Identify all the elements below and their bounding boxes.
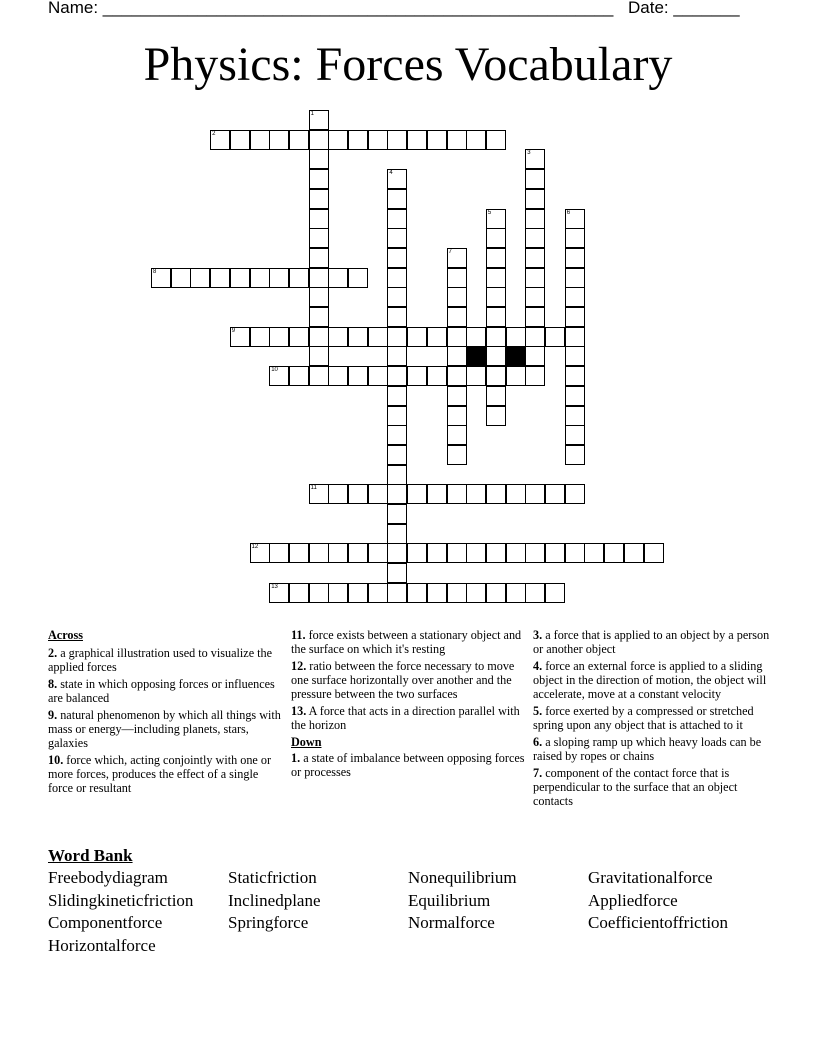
grid-cell-number: 3 <box>527 150 531 157</box>
grid-cell[interactable] <box>525 484 545 504</box>
grid-cell[interactable] <box>407 327 427 347</box>
grid-cell[interactable] <box>466 327 486 347</box>
grid-cell[interactable] <box>486 327 506 347</box>
grid-cell[interactable] <box>289 366 309 386</box>
grid-cell[interactable] <box>486 228 506 248</box>
word-bank-title: Word Bank <box>48 846 133 865</box>
grid-cell[interactable] <box>348 327 368 347</box>
grid-cell[interactable] <box>269 327 289 347</box>
grid-cell[interactable] <box>387 583 407 603</box>
grid-cell[interactable] <box>387 268 407 288</box>
grid-cell[interactable] <box>486 366 506 386</box>
grid-block <box>506 346 526 366</box>
grid-cell[interactable] <box>387 209 407 229</box>
grid-cell[interactable] <box>190 268 210 288</box>
word-bank-item: Componentforce <box>48 913 163 932</box>
clue-down-3: 3. a force that is applied to an object by a person or another object <box>533 628 770 656</box>
grid-cell[interactable] <box>447 268 467 288</box>
grid-cell[interactable] <box>447 445 467 465</box>
clue-across-12: 12. ratio between the force necessary to move one surface horizontally over another and the pressure between the two surfaces <box>291 659 515 701</box>
grid-cell[interactable] <box>427 583 447 603</box>
grid-cell[interactable] <box>565 248 585 268</box>
grid-cell[interactable] <box>427 130 447 150</box>
grid-cell[interactable] <box>309 484 329 504</box>
grid-cell[interactable] <box>447 406 467 426</box>
word-bank-item: Gravitationalforce <box>588 868 713 887</box>
grid-cell[interactable] <box>506 484 526 504</box>
grid-cell[interactable] <box>525 209 545 229</box>
grid-cell[interactable] <box>328 130 348 150</box>
grid-cell[interactable] <box>328 268 348 288</box>
grid-cell[interactable] <box>447 366 467 386</box>
grid-cell[interactable] <box>230 130 250 150</box>
grid-cell[interactable] <box>387 524 407 544</box>
grid-cell[interactable] <box>309 583 329 603</box>
grid-cell[interactable] <box>309 543 329 563</box>
grid-cell[interactable] <box>348 583 368 603</box>
grid-cell[interactable] <box>348 366 368 386</box>
grid-cell[interactable] <box>486 386 506 406</box>
grid-cell[interactable] <box>230 327 250 347</box>
grid-cell[interactable] <box>309 228 329 248</box>
grid-cell[interactable] <box>525 543 545 563</box>
grid-cell[interactable] <box>387 287 407 307</box>
clue-across-2: 2. a graphical illustration used to visualize the applied forces <box>48 646 273 674</box>
grid-cell[interactable] <box>348 484 368 504</box>
grid-cell[interactable] <box>368 130 388 150</box>
grid-cell[interactable] <box>368 366 388 386</box>
clue-down-7: 7. component of the contact force that is perpendicular to the surface that an object contacts <box>533 766 738 808</box>
clue-across-8: 8. state in which opposing forces or influences are balanced <box>48 677 275 705</box>
grid-cell[interactable] <box>387 465 407 485</box>
grid-cell-number: 13 <box>271 583 278 590</box>
grid-cell[interactable] <box>387 445 407 465</box>
grid-cell[interactable] <box>427 484 447 504</box>
grid-cell[interactable] <box>171 268 191 288</box>
grid-cell[interactable] <box>447 425 467 445</box>
grid-cell[interactable] <box>565 425 585 445</box>
grid-cell[interactable] <box>525 248 545 268</box>
grid-cell[interactable] <box>644 543 664 563</box>
grid-cell-number: 9 <box>231 327 236 334</box>
grid-cell[interactable] <box>387 484 407 504</box>
grid-cell[interactable] <box>447 583 467 603</box>
grid-cell[interactable] <box>525 366 545 386</box>
grid-cell[interactable] <box>309 307 329 327</box>
grid-cell[interactable] <box>466 484 486 504</box>
grid-cell[interactable] <box>506 583 526 603</box>
clue-down-6: 6. a sloping ramp up which heavy loads can be raised by ropes or chains <box>533 735 762 763</box>
grid-cell[interactable] <box>506 543 526 563</box>
clues-column-3 <box>533 628 773 811</box>
grid-cell[interactable] <box>486 543 506 563</box>
grid-cell[interactable] <box>565 268 585 288</box>
grid-cell[interactable] <box>348 130 368 150</box>
grid-cell[interactable] <box>525 169 545 189</box>
grid-cell[interactable] <box>151 268 171 288</box>
grid-cell[interactable] <box>407 366 427 386</box>
grid-cell[interactable] <box>466 583 486 603</box>
word-bank-item: Coefficientoffriction <box>588 913 729 932</box>
grid-cell[interactable] <box>624 543 644 563</box>
word-bank-item: Equilibrium <box>408 890 491 910</box>
grid-cell[interactable] <box>525 189 545 209</box>
clues-column-1 <box>48 628 283 798</box>
grid-cell[interactable] <box>309 149 329 169</box>
grid-cell[interactable] <box>447 484 467 504</box>
grid-cell[interactable] <box>604 543 624 563</box>
grid-cell[interactable] <box>210 130 230 150</box>
grid-cell[interactable] <box>368 327 388 347</box>
grid-cell[interactable] <box>466 366 486 386</box>
grid-cell[interactable] <box>584 543 604 563</box>
grid-cell-number: 4 <box>389 170 393 177</box>
grid-cell[interactable] <box>565 543 585 563</box>
grid-cell[interactable] <box>525 327 545 347</box>
grid-cell[interactable] <box>210 268 230 288</box>
grid-cell[interactable] <box>525 149 545 169</box>
grid-cell[interactable] <box>565 228 585 248</box>
across-heading: Across <box>48 628 83 642</box>
grid-cell[interactable] <box>427 366 447 386</box>
grid-cell[interactable] <box>486 484 506 504</box>
grid-cell[interactable] <box>565 327 585 347</box>
clues-column-2 <box>291 628 526 782</box>
grid-cell[interactable] <box>486 307 506 327</box>
grid-cell[interactable] <box>387 406 407 426</box>
grid-cell[interactable] <box>387 169 407 189</box>
grid-cell[interactable] <box>447 386 467 406</box>
grid-cell[interactable] <box>565 307 585 327</box>
grid-cell[interactable] <box>289 327 309 347</box>
grid-cell-number: 2 <box>212 130 216 137</box>
down-heading: Down <box>291 735 322 749</box>
grid-cell[interactable] <box>545 583 565 603</box>
grid-cell[interactable] <box>525 268 545 288</box>
grid-cell[interactable] <box>387 346 407 366</box>
grid-cell[interactable] <box>309 327 329 347</box>
grid-cell-number: 7 <box>448 248 452 255</box>
grid-cell[interactable] <box>407 543 427 563</box>
grid-cell[interactable] <box>565 386 585 406</box>
grid-cell[interactable] <box>328 484 348 504</box>
grid-cell[interactable] <box>486 287 506 307</box>
grid-cell[interactable] <box>387 228 407 248</box>
grid-cell[interactable] <box>269 268 289 288</box>
grid-cell[interactable] <box>447 543 467 563</box>
grid-cell[interactable] <box>387 386 407 406</box>
grid-cell[interactable] <box>230 268 250 288</box>
grid-cell[interactable] <box>387 366 407 386</box>
grid-cell[interactable] <box>328 327 348 347</box>
grid-cell[interactable] <box>368 484 388 504</box>
grid-cell[interactable] <box>309 209 329 229</box>
grid-cell[interactable] <box>565 484 585 504</box>
word-bank-item: Inclinedplane <box>228 890 321 910</box>
grid-cell[interactable] <box>525 346 545 366</box>
grid-cell[interactable] <box>447 287 467 307</box>
grid-cell[interactable] <box>565 445 585 465</box>
grid-cell[interactable] <box>545 484 565 504</box>
grid-cell[interactable] <box>525 307 545 327</box>
grid-cell[interactable] <box>309 189 329 209</box>
grid-cell[interactable] <box>250 327 270 347</box>
grid-cell-number: 1 <box>310 111 314 117</box>
word-bank-item: Slidingkineticfriction <box>48 890 194 910</box>
grid-cell[interactable] <box>368 583 388 603</box>
grid-cell[interactable] <box>565 346 585 366</box>
grid-cell[interactable] <box>348 543 368 563</box>
grid-cell[interactable] <box>525 287 545 307</box>
grid-cell[interactable] <box>486 268 506 288</box>
grid-cell[interactable] <box>309 248 329 268</box>
grid-cell[interactable] <box>407 583 427 603</box>
grid-cell[interactable] <box>387 130 407 150</box>
grid-cell[interactable] <box>289 543 309 563</box>
grid-cell[interactable] <box>289 583 309 603</box>
grid-cell[interactable] <box>309 366 329 386</box>
grid-cell[interactable] <box>387 248 407 268</box>
grid-cell[interactable] <box>387 307 407 327</box>
word-bank-item: Springforce <box>228 913 309 932</box>
grid-cell[interactable] <box>309 110 329 130</box>
grid-cell[interactable] <box>486 346 506 366</box>
grid-cell-number: 8 <box>153 268 157 275</box>
grid-cell[interactable] <box>486 130 506 150</box>
grid-cell[interactable] <box>387 425 407 445</box>
grid-cell[interactable] <box>250 130 270 150</box>
grid-cell[interactable] <box>466 543 486 563</box>
grid-cell[interactable] <box>309 287 329 307</box>
grid-cell-number: 6 <box>566 209 571 216</box>
grid-cell[interactable] <box>545 543 565 563</box>
grid-cell[interactable] <box>407 484 427 504</box>
grid-cell[interactable] <box>506 327 526 347</box>
grid-cell[interactable] <box>466 130 486 150</box>
grid-cell-number: 11 <box>310 485 317 492</box>
grid-cell[interactable] <box>387 504 407 524</box>
grid-cell[interactable] <box>486 248 506 268</box>
page-title: Physics: Forces Vocabulary <box>143 38 673 91</box>
grid-cell[interactable] <box>387 327 407 347</box>
grid-cell[interactable] <box>289 130 309 150</box>
grid-cell[interactable] <box>565 209 585 229</box>
grid-cell[interactable] <box>387 189 407 209</box>
grid-cell[interactable] <box>269 130 289 150</box>
grid-cell[interactable] <box>447 307 467 327</box>
grid-cell[interactable] <box>328 366 348 386</box>
word-bank-item: Nonequilibrium <box>408 868 517 887</box>
clue-across-10: 10. force which, acting conjointly with one or more forces, produces the effect of a single force or resultant <box>48 753 272 795</box>
clue-down-1: 1. a state of imbalance between opposing forces or processes <box>291 751 525 779</box>
name-field-label[interactable]: Name: ______________________________________________________ <box>48 0 614 17</box>
date-field-label[interactable]: Date: _______ <box>628 0 740 17</box>
clue-across-13: 13. A force that acts in a direction parallel with the horizon <box>291 704 520 732</box>
grid-cell[interactable] <box>348 268 368 288</box>
grid-cell[interactable] <box>486 406 506 426</box>
word-bank-item: Normalforce <box>408 913 495 932</box>
grid-cell[interactable] <box>525 228 545 248</box>
grid-cell-number: 12 <box>251 544 259 551</box>
grid-cell[interactable] <box>309 346 329 366</box>
grid-cell[interactable] <box>407 130 427 150</box>
grid-cell[interactable] <box>269 583 289 603</box>
grid-cell[interactable] <box>309 169 329 189</box>
grid-cell[interactable] <box>565 366 585 386</box>
grid-cell[interactable] <box>269 366 289 386</box>
grid-cell[interactable] <box>565 406 585 426</box>
clue-across-11: 11. force exists between a stationary object and the surface on which it's resting <box>291 628 522 656</box>
grid-cell[interactable] <box>506 366 526 386</box>
grid-cell-number: 5 <box>487 209 492 216</box>
clue-down-5: 5. force exerted by a compressed or stretched spring upon any object that is attached to it <box>533 704 754 732</box>
grid-cell[interactable] <box>545 327 565 347</box>
grid-cell[interactable] <box>328 543 348 563</box>
word-bank-item: Freebodydiagram <box>48 868 168 887</box>
grid-cell[interactable] <box>250 543 270 563</box>
grid-cell[interactable] <box>387 563 407 583</box>
word-bank-item: Staticfriction <box>228 868 317 887</box>
grid-cell[interactable] <box>525 583 545 603</box>
grid-cell[interactable] <box>427 543 447 563</box>
grid-cell[interactable] <box>328 583 348 603</box>
grid-cell[interactable] <box>309 268 329 288</box>
grid-cell[interactable] <box>447 130 467 150</box>
grid-cell[interactable] <box>447 248 467 268</box>
word-bank-item: Horizontalforce <box>48 935 156 955</box>
grid-cell[interactable] <box>250 268 270 288</box>
grid-cell[interactable] <box>447 346 467 366</box>
grid-cell[interactable] <box>486 583 506 603</box>
grid-cell[interactable] <box>486 209 506 229</box>
grid-cell[interactable] <box>289 268 309 288</box>
clue-across-9: 9. natural phenomenon by which all things with mass or energy—including planets, stars, galaxies <box>48 708 281 750</box>
grid-cell[interactable] <box>269 543 289 563</box>
grid-cell-number: 10 <box>271 367 278 374</box>
grid-cell[interactable] <box>565 287 585 307</box>
grid-cell[interactable] <box>447 327 467 347</box>
clue-down-4: 4. force an external force is applied to a sliding object in the direction of motion, the object will accelerate, move at a constant velocity <box>533 659 767 701</box>
grid-cell[interactable] <box>309 130 329 150</box>
grid-cell[interactable] <box>427 327 447 347</box>
grid-block <box>466 346 486 366</box>
grid-cell[interactable] <box>368 543 388 563</box>
word-bank-item: Appliedforce <box>588 890 678 910</box>
grid-cell[interactable] <box>387 543 407 563</box>
